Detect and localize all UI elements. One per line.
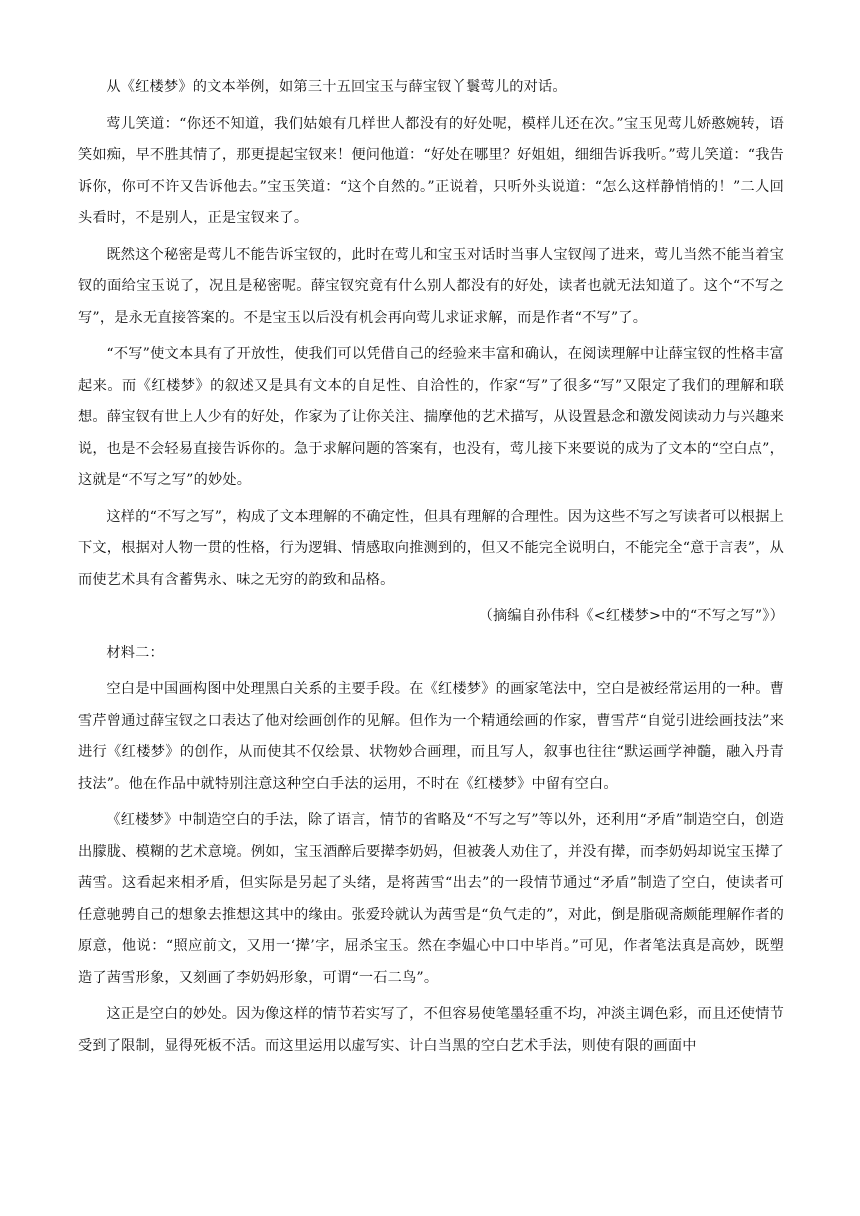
- paragraph: 《红楼梦》中制造空白的手法，除了语言，情节的省略及“不写之写”等以外，还利用“矛盾”制造空白，创造出朦胧、模糊的艺术意境。例如，宝玉酒醉后要撵李奶妈，但被袭人劝住了，并没有撵，而李奶妈却说宝玉撵了茜雪。这看起来相矛盾，但实际是另起了头绪，是将茜雪“出去”的一段情节通过“矛盾”制造了空白，使读者可任意驰骋自己的想象去推想这其中的缘由。张爱玲就认为茜雪是“负气走的”，对此，倒是脂砚斋颇能理解作者的原意，他说：“照应前文，又用一‘撵’字，屈杀宝玉。然在李媪心中口中毕肖。”可见，作者笔法真是高妙，既塑造了茜雪形象，又刻画了李奶妈形象，可谓“一石二鸟”。: [78, 812, 784, 986]
- document-body: [78, 72, 784, 1067]
- paragraph: 这样的“不写之写”，构成了文本理解的不确定性，但具有理解的合理性。因为这些不写之写读者可以根据上下文，根据对人物一贯的性格，行为逻辑、情感取向推测到的，但又不能完全说明白，不能完全“意于言表”，从而使艺术具有含蓄隽永、味之无穷的韵致和品格。: [78, 508, 784, 588]
- paragraph: 从《红楼梦》的文本举例，如第三十五回宝玉与薛宝钗丫鬟莺儿的对话。: [106, 79, 567, 95]
- paragraph: 既然这个秘密是莺儿不能告诉宝钗的，此时在莺儿和宝玉对话时当事人宝钗闯了进来，莺儿当然不能当着宝钗的面给宝玉说了，况且是秘密呢。薛宝钗究竟有什么别人都没有的好处，读者也就无法知道了。这个“不写之写”，是永无直接答案的。不是宝玉以后没有机会再向莺儿求证求解，而是作者“不写”了。: [78, 246, 784, 326]
- source-citation: （摘编自孙伟科《<红楼梦>中的“不写之写”》）: [478, 608, 784, 624]
- paragraph: “不写”使文本具有了开放性，使我们可以凭借自己的经验来丰富和确认，在阅读理解中让薛宝钗的性格丰富起来。而《红楼梦》的叙述又是具有文本的自足性、自洽性的，作家“写”了很多“写”又限定了我们的理解和联想。薛宝钗有世上人少有的好处，作家为了让你关注、揣摩他的艺术描写，从设置悬念和激发阅读动力与兴趣来说，也是不会轻易直接告诉你的。急于求解问题的答案有，也没有，莺儿接下来要说的成为了文本的“空白点”，这就是“不写之写”的妙处。: [78, 346, 785, 488]
- paragraph: 空白是中国画构图中处理黑白关系的主要手段。在《红楼梦》的画家笔法中，空白是被经常运用的一种。曹雪芹曾通过薛宝钗之口表达了他对绘画创作的见解。但作为一个精通绘画的作家，曹雪芹“自觉引进绘画技法”来进行《红楼梦》的创作，从而使其不仅绘景、状物妙合画理，而且写人，叙事也往往“默运画学神髓，融入丹青技法”。他在作品中就特别注意这种空白手法的运用，不时在《红楼梦》中留有空白。: [78, 681, 784, 792]
- paragraph: 这正是空白的妙处。因为像这样的情节若实写了，不但容易使笔墨轻重不均，冲淡主调色彩，而且还使情节受到了限制，显得死板不活。而这里运用以虚写实、计白当黑的空白艺术手法，则使有限的画面中: [78, 1006, 784, 1054]
- paragraph: 莺儿笑道：“你还不知道，我们姑娘有几样世人都没有的好处呢，模样儿还在次。”宝玉见莺儿娇憨婉转，语笑如痴，早不胜其情了，那更提起宝钗来！便问他道：“好处在哪里？好姐姐，细细告诉我听。”莺儿笑道：“我告诉你，你可不许又告诉他去。”宝玉笑道：“这个自然的。”正说着，只听外头说道：“怎么这样静悄悄的！”二人回头看时，不是别人，正是宝钗来了。: [78, 115, 784, 226]
- section-heading: 材料二：: [106, 644, 164, 661]
